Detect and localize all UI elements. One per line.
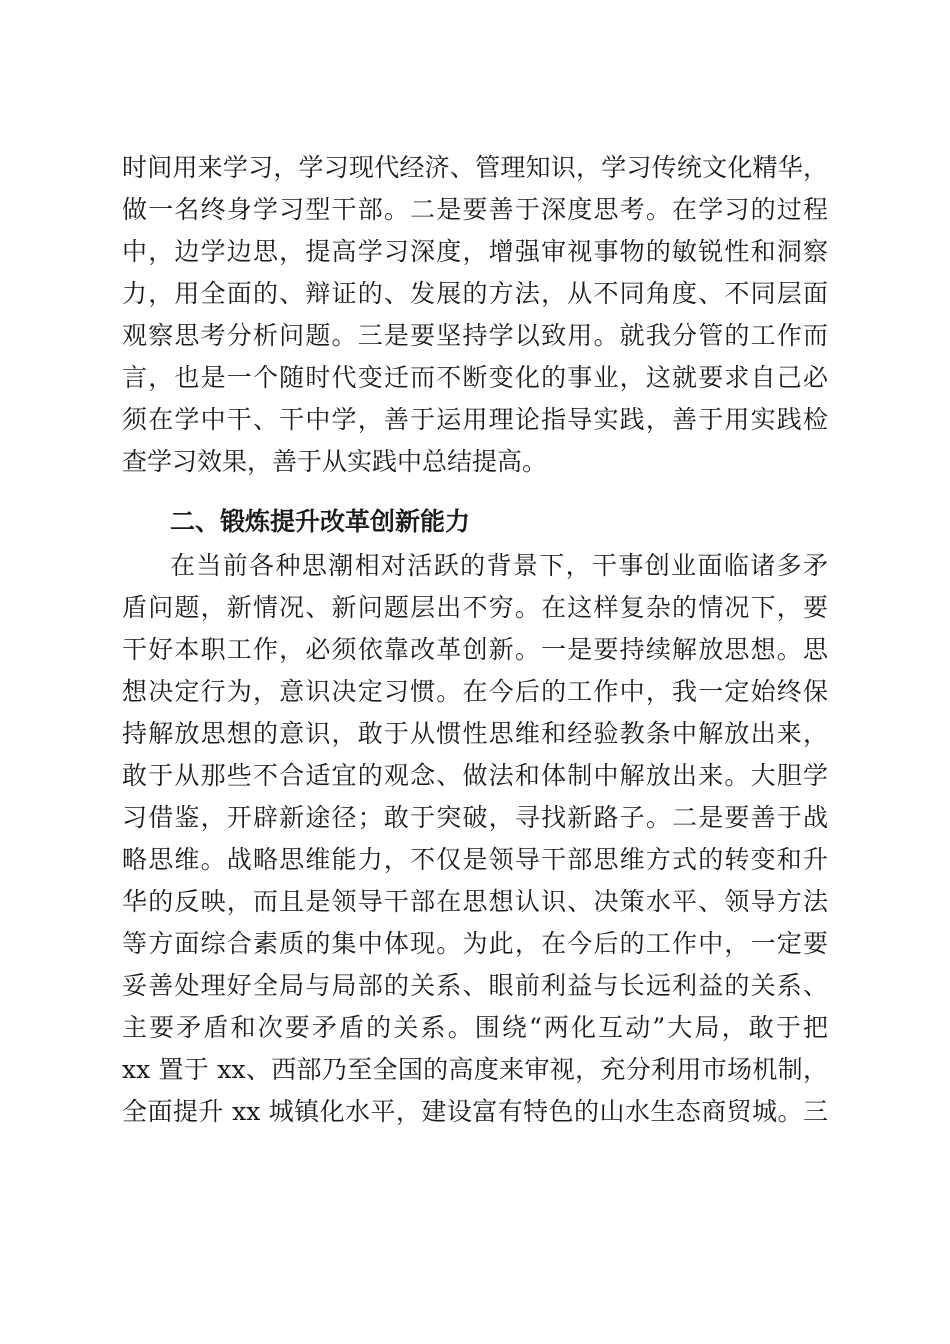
paragraph-line: 全面提升 xx 城镇化水平，建设富有特色的山水生态商贸城。三 <box>122 1097 828 1126</box>
paragraph-line: 中，边学边思，提高学习深度，增强审视事物的敏锐性和洞察 <box>122 237 828 266</box>
paragraph-line: 妥善处理好全局与局部的关系、眼前利益与长远利益的关系、 <box>122 971 828 1000</box>
paragraph-line: 主要矛盾和次要矛盾的关系。围绕“两化互动”大局，敢于把 <box>122 1013 828 1042</box>
paragraph-line: 须在学中干、干中学，善于运用理论指导实践，善于用实践检 <box>122 405 828 434</box>
paragraph-line: 持解放思想的意识，敢于从惯性思维和经验教条中解放出来， <box>122 719 828 748</box>
paragraph-line: 华的反映，而且是领导干部在思想认识、决策水平、领导方法 <box>122 887 828 916</box>
paragraph-line: 力，用全面的、辩证的、发展的方法，从不同角度、不同层面 <box>122 279 828 308</box>
paragraph-line: xx 置于 xx、西部乃至全国的高度来审视，充分利用市场机制， <box>122 1055 828 1084</box>
paragraph-line: 干好本职工作，必须依靠改革创新。一是要持续解放思想。思 <box>122 635 828 664</box>
paragraph-line: 时间用来学习，学习现代经济、管理知识，学习传统文化精华， <box>122 153 828 182</box>
paragraph-line: 盾问题，新情况、新问题层出不穷。在这样复杂的情况下，要 <box>122 593 828 622</box>
paragraph-line: 做一名终身学习型干部。二是要善于深度思考。在学习的过程 <box>122 195 828 224</box>
paragraph-line: 习借鉴，开辟新途径；敢于突破，寻找新路子。二是要善于战 <box>122 803 828 832</box>
section-heading: 二、锻炼提升改革创新能力 <box>170 507 471 536</box>
paragraph-line: 想决定行为，意识决定习惯。在今后的工作中，我一定始终保 <box>122 677 828 706</box>
paragraph-line: 在当前各种思潮相对活跃的背景下，干事创业面临诸多矛 <box>170 551 828 580</box>
paragraph-line: 查学习效果，善于从实践中总结提高。 <box>122 447 548 476</box>
paragraph-line: 言，也是一个随时代变迁而不断变化的事业，这就要求自己必 <box>122 363 828 392</box>
paragraph-line: 略思维。战略思维能力，不仅是领导干部思维方式的转变和升 <box>122 845 828 874</box>
paragraph-line: 敢于从那些不合适宜的观念、做法和体制中解放出来。大胆学 <box>122 761 828 790</box>
paragraph-line: 观察思考分析问题。三是要坚持学以致用。就我分管的工作而 <box>122 321 828 350</box>
paragraph-line: 等方面综合素质的集中体现。为此，在今后的工作中，一定要 <box>122 929 828 958</box>
